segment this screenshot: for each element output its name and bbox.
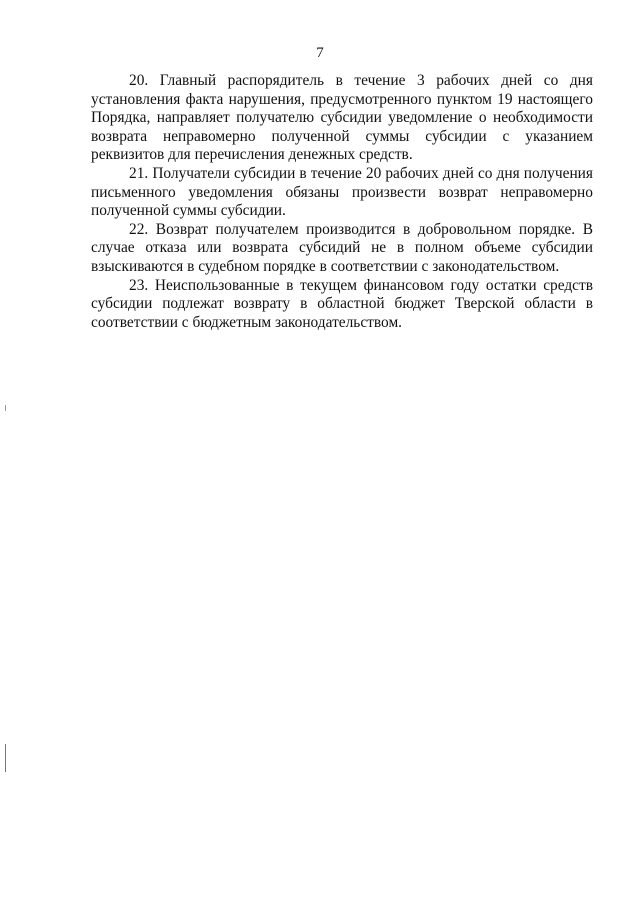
page-number: 7	[316, 45, 324, 61]
scan-artifact-line	[5, 744, 6, 772]
paragraph-20: 20. Главный распорядитель в течение 3 рабочих дней со дня установления факта нарушения, предусмотренного пунктом 19 настоящего Порядка, направляет получателю субсидии уведомление о необходимости возврата неправомерно полученной суммы субсидии с указанием реквизитов для перечисления денежных средств.	[91, 72, 593, 164]
paragraph-21: 21. Получатели субсидии в течение 20 рабочих дней со дня получения письменного уведомления обязаны произвести возврат неправомерно полученной суммы субсидии.	[91, 164, 593, 220]
paragraph-23: 23. Неиспользованные в текущем финансовом году остатки средств субсидии подлежат возврату в областной бюджет Тверской области в соответствии с бюджетным законодательством.	[91, 276, 593, 331]
document-body	[91, 72, 593, 332]
paragraph-22: 22. Возврат получателем производится в добровольном порядке. В случае отказа или возврата субсидий не в полном объеме субсидии взыскиваются в судебном порядке в соответствии с законодательством.	[91, 220, 593, 275]
scan-artifact-mark	[5, 405, 6, 411]
